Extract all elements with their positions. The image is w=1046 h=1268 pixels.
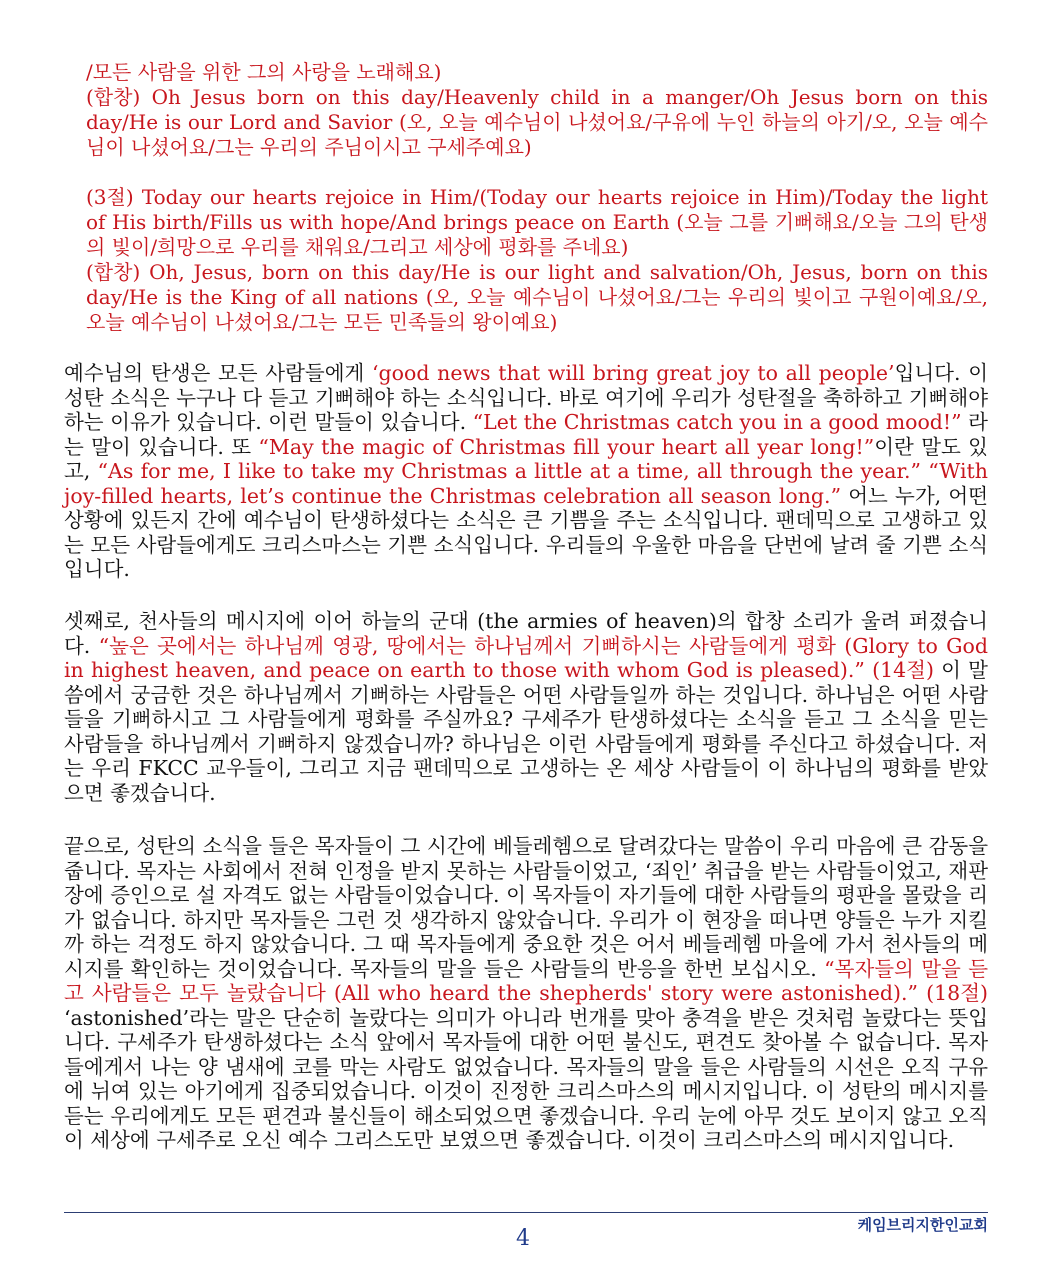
lyrics-verse-3: (3절) Today our hearts rejoice in Him/(Today our hearts rejoice in Him)/Today the light of His birth/Fills us with hope/And brings peace on Earth (오늘 그를 기뻐해요/오늘 그의 탄생의 빛이/희망으로 우리를 채워요/그리고 세상에 평화를 주네요) bbox=[86, 185, 988, 259]
text-run: 어느 누가, 어떤 상황에 있든지 간에 예수님이 탄생하셨다는 소식은 큰 기쁨을 주는 소식입니다. 팬데믹으로 고생하고 있는 모든 사람들에게도 크리스마스는 기쁜 소식입니다. 우리들의 우울한 마음을 단번에 날려 줄 기쁜 소식입니다. bbox=[64, 483, 988, 581]
quote-run: ‘good news that will bring great joy to all people’ bbox=[372, 361, 895, 385]
quote-run: “May the magic of Christmas fill your heart all year long!” bbox=[258, 434, 875, 459]
text-run: 라는 말이 있습니다. 또 bbox=[64, 410, 988, 459]
carol-lyrics-block bbox=[86, 60, 988, 335]
text-run: ‘astonished’라는 말은 단순히 놀랐다는 의미가 아니라 번개를 맞아 충격을 받은 것처럼 놀랐다는 뜻입니다. 구세주가 탄생하셨다는 소식 앞에서 목자들에 대한 어떤 불신도, 편견도 찾아볼 수 없습니다. 목자들에게서 나는 양 냄새에 코를 막는 사람도 없었습니다. 목자들의 말을 들은 사람들의 시선은 오직 구유에 뉘여 있는 아기에게 집중되었습니다. 이것이 진정한 크리스마스의 메시지입니다. 이 성탄의 메시지를 듣는 우리에게도 모든 편견과 불신들이 해소되었으면 좋겠습니다. 우리 눈에 아무 것도 보이지 않고 오직 이 세상에 구세주로 오신 예수 그리스도만 보였으면 좋겠습니다. 이것이 크리스마스의 메시지입니다. bbox=[64, 1005, 988, 1152]
text-run: 셋째로, 천사들의 메시지에 이어 하늘의 군대 (the armies of heaven)의 합창 소리가 울려 퍼졌습니다. bbox=[64, 609, 988, 658]
text-run: 입니다. 이 성탄 소식은 누구나 다 듣고 기뻐해야 하는 소식입니다. 바로 여기에 우리가 성탄절을 축하하고 기뻐해야 하는 이유가 있습니다. 이런 말들이 있습니다. bbox=[64, 361, 988, 434]
footer-divider bbox=[64, 1212, 988, 1213]
lyrics-chorus-1: (합창) Oh Jesus born on this day/Heavenly child in a manger/Oh Jesus born on this day/He is our Lord and Savior (오, 오늘 예수님이 나셨어요/구유에 누인 하늘의 아기/오, 오늘 예수님이 나셨어요/그는 우리의 주님이시고 구세주예요) bbox=[86, 85, 988, 159]
paragraph-good-news bbox=[64, 361, 988, 582]
quote-run: “높은 곳에서는 하나님께 영광, 땅에서는 하나님께서 기뻐하시는 사람들에게 평화 (Glory to God in highest heaven, and peace on earth to those with whom God is pleased).” (14절) bbox=[64, 633, 989, 682]
quote-run: “As for me, I like to take my Christmas a little at a time, all through the year.” “With joy-filled hearts, let’s continue the Christmas celebration all season long.” bbox=[64, 459, 988, 508]
church-name: 케임브리지한인교회 bbox=[857, 1216, 988, 1234]
lyrics-chorus-2: (합창) Oh, Jesus, born on this day/He is our light and salvation/Oh, Jesus, born on this day/He is the King of all nations (오, 오늘 예수님이 나셨어요/그는 우리의 빛이고 구원이예요/오, 오늘 예수님이 나셨어요/그는 모든 민족들의 왕이예요) bbox=[86, 260, 988, 334]
quote-run: “목자들의 말을 듣고 사람들은 모두 놀랐습니다 (All who heard the shepherds' story were astonished).” (18절) bbox=[64, 956, 989, 1005]
paragraph-heavenly-host bbox=[64, 609, 988, 805]
paragraph-shepherds bbox=[64, 834, 988, 1153]
text-run: 이 말씀에서 궁금한 것은 하나님께서 기뻐하는 사람들은 어떤 사람들일까 하는 것입니다. 하나님은 어떤 사람들을 기뻐하시고 그 사람들에게 평화를 주실까요? 구세주가 탄생하셨다는 소식을 듣고 그 소식을 믿는 사람들을 하나님께서 기뻐하지 않겠습니까? 하나님은 이런 사람들에게 평화를 주신다고 하셨습니다. 저는 우리 FKCC 교우들이, 그리고 지금 팬데믹으로 고생하는 온 세상 사람들이 이 하나님의 평화를 받았으면 좋겠습니다. bbox=[64, 658, 988, 805]
text-run: 이란 말도 있고, bbox=[64, 434, 988, 483]
quote-run: “Let the Christmas catch you in a good mood!” bbox=[472, 410, 962, 434]
text-run: 예수님의 탄생은 모든 사람들에게 bbox=[64, 361, 372, 385]
text-run: 끝으로, 성탄의 소식을 들은 목자들이 그 시간에 베들레헴으로 달려갔다는 말씀이 우리 마음에 큰 감동을 줍니다. 목자는 사회에서 전혀 인정을 받지 못하는 사람들이었고, ‘죄인’ 취급을 받는 사람들이었고, 재판장에 증인으로 설 자격도 없는 사람들이었습니다. 이 목자들이 자기들에 대한 사람들의 평판을 몰랐을 리가 없습니다. 하지만 목자들은 그런 것 생각하지 않았습니다. 우리가 이 현장을 떠나면 양들은 누가 지킬까 하는 걱정도 하지 않았습니다. 그 때 목자들에게 중요한 것은 어서 베들레헴 마을에 가서 천사들의 메시지를 확인하는 것이었습니다. 목자들의 말을 들은 사람들의 반응을 한번 보십시오. bbox=[64, 834, 988, 981]
lyrics-line: /모든 사람을 위한 그의 사랑을 노래해요) bbox=[86, 60, 442, 84]
page-number: 4 bbox=[516, 1226, 530, 1251]
